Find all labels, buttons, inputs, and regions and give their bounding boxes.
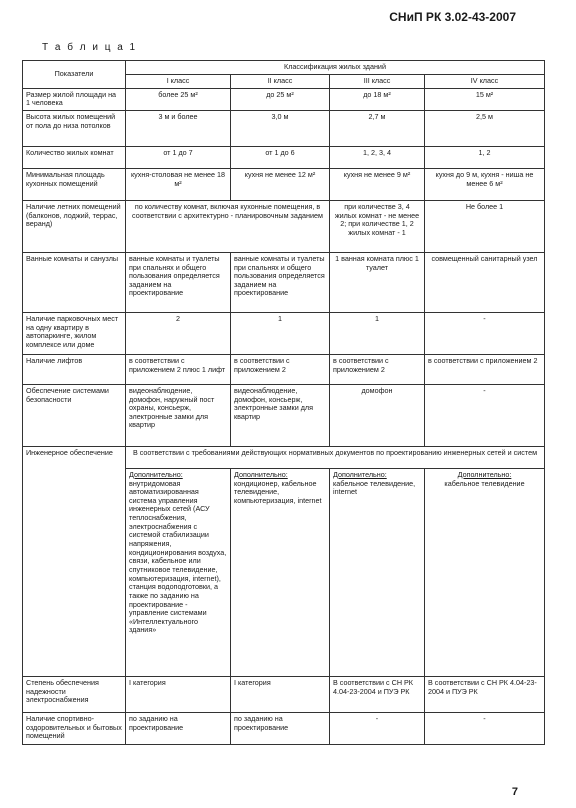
cell: I категория <box>126 676 231 712</box>
cell: от 1 до 7 <box>126 146 231 168</box>
cell: до 25 м² <box>231 88 330 110</box>
table-row-rooms <box>23 146 545 168</box>
cell: домофон <box>330 384 425 446</box>
cell: В соответствии с требованиями действующих нормативных документов по проектированию инженерных сетей и систем <box>126 446 545 468</box>
table-row-height <box>23 110 545 146</box>
header-class-4: IV класс <box>425 74 545 88</box>
cell: кухня-столовая не менее 18 м² <box>126 168 231 200</box>
table-row-summer-rooms <box>23 200 545 252</box>
row-label: Степень обеспечения надежности электроснабжения <box>23 676 126 712</box>
cell: совмещенный санитарный узел <box>425 252 545 312</box>
cell: ванные комнаты и туалеты при спальнях и общего пользования определяется заданием на проектирование <box>231 252 330 312</box>
table-row-parking <box>23 312 545 354</box>
row-label: Ванные комнаты и санузлы <box>23 252 126 312</box>
cell: по заданию на проектирование <box>126 712 231 744</box>
cell: - <box>425 712 545 744</box>
row-label: Наличие парковочных мест на одну квартиру в автопаркинге, жилом комплексе или доме <box>23 312 126 354</box>
extra-label: Дополнительно: <box>129 469 183 479</box>
row-label: Инженерное обеспечение <box>23 446 126 676</box>
cell: 1 ванная комната плюс 1 туалет <box>330 252 425 312</box>
table-row-sport <box>23 712 545 744</box>
cell <box>425 468 545 676</box>
header-indicators: Показатели <box>23 61 126 89</box>
table-row-engineering-common <box>23 446 545 468</box>
cell <box>126 468 231 676</box>
cell: - <box>425 312 545 354</box>
table-row-kitchen <box>23 168 545 200</box>
cell: 1 <box>330 312 425 354</box>
cell: кухня не менее 12 м² <box>231 168 330 200</box>
document-code: СНиП РК 3.02-43-2007 <box>389 10 516 24</box>
extra-label: Дополнительно: <box>457 469 512 479</box>
cell: более 25 м² <box>126 88 231 110</box>
table-caption: Т а б л и ц а 1 <box>42 42 138 53</box>
row-label: Обеспечение системами безопасности <box>23 384 126 446</box>
table-row-bathrooms <box>23 252 545 312</box>
cell: 1, 2 <box>425 146 545 168</box>
cell: В соответствии с СН РК 4.04-23-2004 и ПУЭ РК <box>330 676 425 712</box>
row-label: Высота жилых помещений от пола до низа потолков <box>23 110 126 146</box>
cell: по количеству комнат, включая кухонные помещения, в соответствии с архитектурно - планировочным заданием <box>126 200 330 252</box>
cell: от 1 до 6 <box>231 146 330 168</box>
cell: 1, 2, 3, 4 <box>330 146 425 168</box>
cell: видеонаблюдение, домофон, наружный пост охраны, консьерж, электронные замки для квартир <box>126 384 231 446</box>
header-class-1: I класс <box>126 74 231 88</box>
cell-text: внутридомовая автоматизированная система управления инженерных сетей (АСУ теплоснабжения, электроснабжения с системой стабилизации напряжения, кондиционирования воздуха, связи, кабельное или спутниковое телевидение, компьютеризация, internet), станция водоподготовки, а также по заданию на проектирование - управление системами «Интеллектуального здания» <box>129 478 227 635</box>
cell-text: кабельное телевидение <box>444 478 525 488</box>
row-label: Количество жилых комнат <box>23 146 126 168</box>
cell: по заданию на проектирование <box>231 712 330 744</box>
cell <box>231 468 330 676</box>
cell: в соответствии с приложением 2 <box>425 354 545 384</box>
cell: 1 <box>231 312 330 354</box>
cell: В соответствии с СН РК 4.04-23-2004 и ПУЭ РК <box>425 676 545 712</box>
row-label: Наличие летних помещений (балконов, лоджий, террас, веранд) <box>23 200 126 252</box>
row-label: Наличие спортивно-оздоровительных и бытовых помещений <box>23 712 126 744</box>
cell: кухня до 9 м, кухня - ниша не менее 6 м² <box>425 168 545 200</box>
table-row-area <box>23 88 545 110</box>
cell: 2,5 м <box>425 110 545 146</box>
cell: 3,0 м <box>231 110 330 146</box>
housing-classification-table <box>22 60 545 745</box>
cell: - <box>330 712 425 744</box>
header-row-top <box>23 61 545 75</box>
cell: в соответствии с приложением 2 <box>231 354 330 384</box>
row-label: Размер жилой площади на 1 человека <box>23 88 126 110</box>
cell: в соответствии с приложением 2 <box>330 354 425 384</box>
cell: ванные комнаты и туалеты при спальнях и общего пользования определяется заданием на проектирование <box>126 252 231 312</box>
header-classification: Классификация жилых зданий <box>126 61 545 75</box>
cell: 2,7 м <box>330 110 425 146</box>
cell: Не более 1 <box>425 200 545 252</box>
row-label: Минимальная площадь кухонных помещений <box>23 168 126 200</box>
cell: I категория <box>231 676 330 712</box>
page-number: 7 <box>511 786 518 798</box>
row-label: Наличие лифтов <box>23 354 126 384</box>
cell-text: кондиционер, кабельное телевидение, компьютеризация, internet <box>234 478 322 505</box>
cell: 2 <box>126 312 231 354</box>
header-class-2: II класс <box>231 74 330 88</box>
cell: при количестве 3, 4 жилых комнат - не менее 2; при количестве 1, 2 жилых комнат - 1 <box>330 200 425 252</box>
table-row-power <box>23 676 545 712</box>
cell: - <box>425 384 545 446</box>
table-row-lifts <box>23 354 545 384</box>
cell: кухня не менее 9 м² <box>330 168 425 200</box>
extra-label: Дополнительно: <box>234 469 288 479</box>
cell: видеонаблюдение, домофон, консьерж, электронные замки для квартир <box>231 384 330 446</box>
cell: 3 м и более <box>126 110 231 146</box>
cell: до 18 м² <box>330 88 425 110</box>
cell-text: кабельное телевидение, internet <box>333 478 416 497</box>
header-class-3: III класс <box>330 74 425 88</box>
cell: 15 м² <box>425 88 545 110</box>
extra-label: Дополнительно: <box>333 469 387 479</box>
table-row-security <box>23 384 545 446</box>
cell <box>330 468 425 676</box>
cell: в соответствии с приложением 2 плюс 1 лифт <box>126 354 231 384</box>
